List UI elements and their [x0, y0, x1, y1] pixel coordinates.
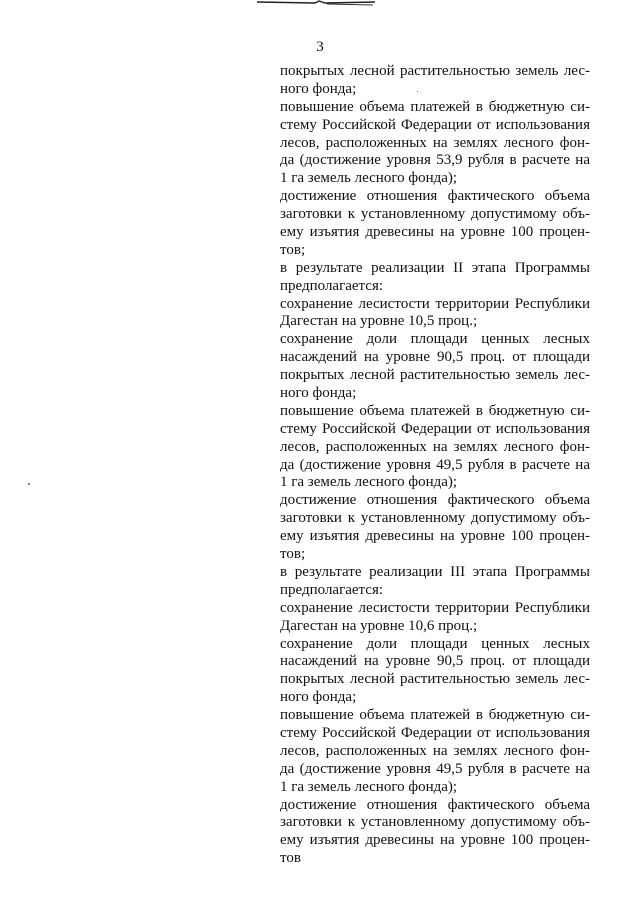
text-line: покрытых лесной растительностью земель лес-: [280, 671, 590, 688]
text-line: лесов, расположенных на землях лесного фон-: [280, 742, 590, 759]
text-line: лесов, расположенных на землях лесного фон-: [280, 134, 590, 151]
text-line: стему Российской Федерации от использования: [280, 420, 590, 437]
text-line: в результате реализации II этапа Программы: [280, 259, 590, 276]
text-line: ного фонда;: [280, 689, 357, 706]
text-line: да (достижение уровня 49,5 рубля в расчете на: [280, 456, 590, 473]
text-line: да (достижение уровня 53,9 рубля в расчете на: [280, 152, 590, 169]
text-line: достижение отношения фактического объема: [280, 492, 590, 509]
text-line: достижение отношения фактического объема: [280, 796, 590, 813]
text-line: лесов, расположенных на землях лесного фон-: [280, 438, 590, 455]
text-line: насаждений на уровне 90,5 проц. от площади: [280, 653, 590, 670]
text-line: тов;: [280, 241, 306, 258]
text-line: 1 га земель лесного фонда);: [280, 474, 458, 491]
text-line: повышение объема платежей в бюджетную си-: [280, 402, 590, 419]
text-line: ему изъятия древесины на уровне 100 процен-: [280, 528, 590, 545]
binding-mark: [255, 0, 395, 10]
text-line: 1 га земель лесного фонда);: [280, 778, 458, 795]
text-line: предполагается:: [280, 581, 384, 598]
text-line: покрытых лесной растительностью земель лес-: [280, 63, 590, 79]
page-number: 3: [316, 39, 324, 55]
scan-speck: [28, 483, 30, 485]
text-line: повышение объема платежей в бюджетную си-: [280, 707, 590, 724]
text-line: стему Российской Федерации от использования: [280, 724, 590, 741]
text-line: сохранение доли площади ценных лесных: [280, 635, 590, 652]
text-line: покрытых лесной растительностью земель лес-: [280, 367, 590, 384]
body-text: [280, 63, 590, 868]
text-line: сохранение доли площади ценных лесных: [280, 331, 590, 348]
text-line: 1 га земель лесного фонда);: [280, 170, 458, 187]
text-line: насаждений на уровне 90,5 проц. от площади: [280, 349, 590, 366]
text-line: тов;: [280, 546, 306, 563]
scan-speck: [417, 91, 418, 92]
text-line: ного фонда;: [280, 80, 357, 97]
text-line: стему Российской Федерации от использования: [280, 116, 590, 133]
text-line: повышение объема платежей в бюджетную си-: [280, 98, 590, 115]
text-line: заготовки к установленному допустимому объ-: [280, 206, 590, 223]
text-line: в результате реализации III этапа Программы: [280, 563, 590, 580]
text-line: ного фонда;: [280, 385, 357, 402]
text-line: сохранение лесистости территории Республики: [280, 295, 590, 312]
text-line: заготовки к установленному допустимому объ-: [280, 814, 590, 831]
text-line: ему изъятия древесины на уровне 100 процен-: [280, 224, 590, 241]
text-line: сохранение лесистости территории Республики: [280, 599, 590, 616]
text-line: ему изъятия древесины на уровне 100 процен-: [280, 832, 590, 849]
text-line: заготовки к установленному допустимому объ-: [280, 510, 590, 527]
text-line: да (достижение уровня 49,5 рубля в расчете на: [280, 760, 590, 777]
text-line: Дагестан на уровне 10,6 проц.;: [280, 617, 478, 634]
text-line: Дагестан на уровне 10,5 проц.;: [280, 313, 478, 330]
text-line: предполагается:: [280, 277, 384, 294]
text-line: тов: [280, 850, 301, 867]
text-line: достижение отношения фактического объема: [280, 188, 590, 205]
